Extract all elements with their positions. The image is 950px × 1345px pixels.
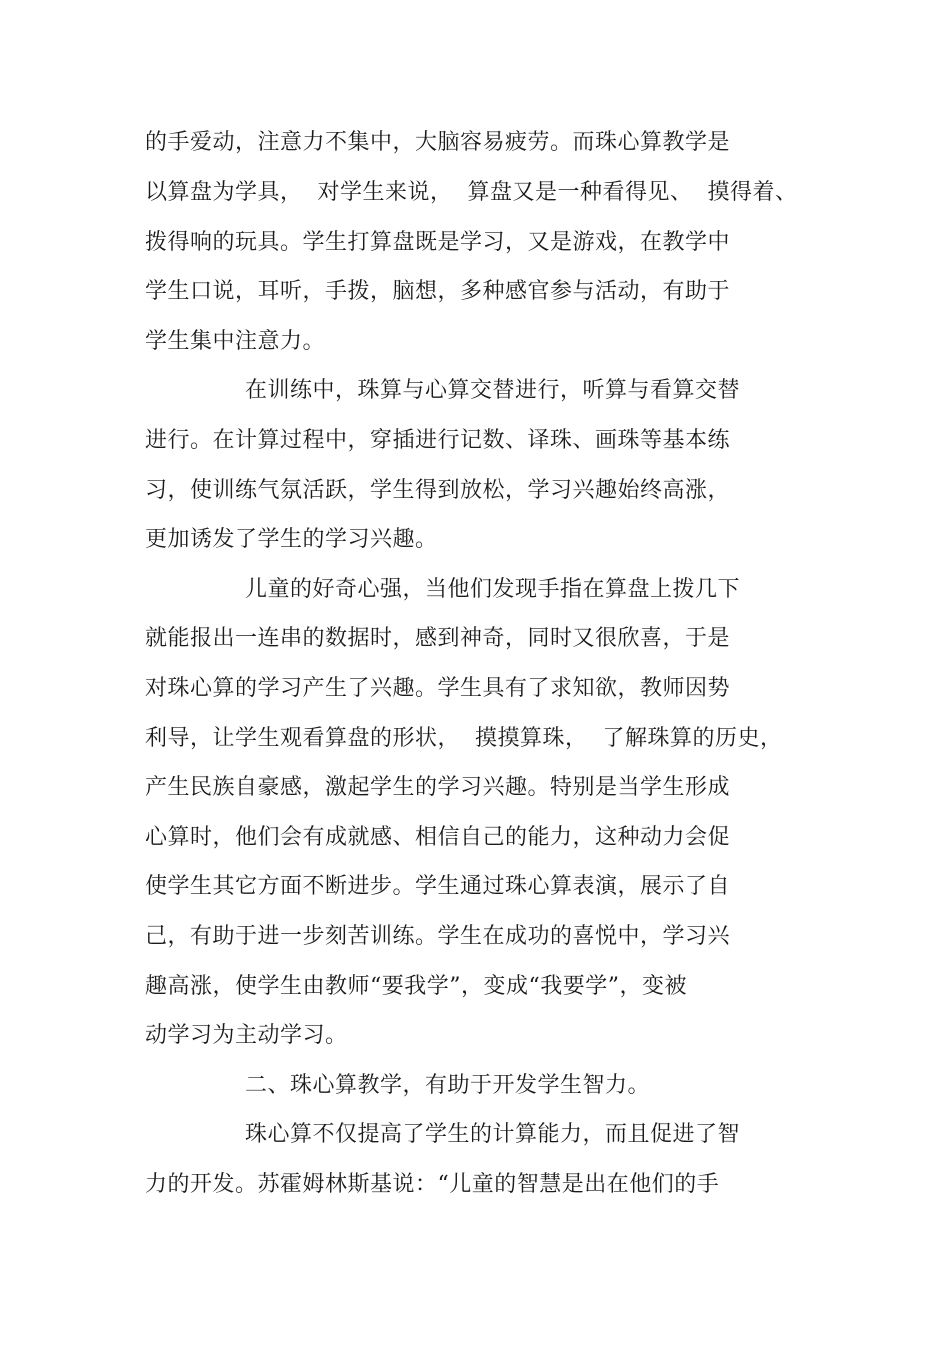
text-line: 力的开发。苏霍姆林斯基说：“儿童的智慧是出在他们的手	[145, 1172, 720, 1197]
text-line: 己，有助于进一步刻苦训练。学生在成功的喜悦中，学习兴	[145, 924, 731, 949]
text-line: 对珠心算的学习产生了兴趣。学生具有了求知欲，教师因势	[145, 676, 731, 701]
text-line: 利导，让学生观看算盘的形状， 摸摸算珠， 了解珠算的历史，	[145, 726, 783, 751]
text-line: 学生口说，耳听，手拨，脑想，多种感官参与活动，有助于	[145, 279, 731, 304]
text-line: 的手爱动，注意力不集中，大脑容易疲劳。而珠心算教学是	[145, 130, 731, 155]
text-line: 就能报出一连串的数据时，感到神奇，同时又很欣喜，于是	[145, 626, 731, 651]
text-line: 趣高涨，使学生由教师“要我学”，变成“我要学”，变被	[145, 974, 687, 999]
paragraph-first-line: 在训练中，珠算与心算交替进行，听算与看算交替	[245, 378, 741, 403]
text-line: 动学习为主动学习。	[145, 1023, 348, 1048]
paragraph-first-line: 珠心算不仅提高了学生的计算能力，而且促进了智	[245, 1122, 741, 1147]
paragraph-first-line: 儿童的好奇心强，当他们发现手指在算盘上拨几下	[245, 577, 741, 602]
text-line: 使学生其它方面不断进步。学生通过珠心算表演，展示了自	[145, 874, 731, 899]
text-line: 拨得响的玩具。学生打算盘既是学习，又是游戏，在教学中	[145, 230, 731, 255]
text-line: 产生民族自豪感，激起学生的学习兴趣。特别是当学生形成	[145, 775, 731, 800]
text-line: 学生集中注意力。	[145, 329, 326, 354]
text-line: 进行。在计算过程中，穿插进行记数、译珠、画珠等基本练	[145, 428, 731, 453]
text-line: 以算盘为学具， 对学生来说， 算盘又是一种看得见、 摸得着、	[145, 180, 798, 205]
text-line: 心算时，他们会有成就感、相信自己的能力，这种动力会促	[145, 825, 731, 850]
text-line: 习，使训练气氛活跃，学生得到放松，学习兴趣始终高涨，	[145, 478, 731, 503]
text-line: 更加诱发了学生的学习兴趣。	[145, 527, 438, 552]
section-heading: 二、珠心算教学，有助于开发学生智力。	[245, 1073, 651, 1098]
